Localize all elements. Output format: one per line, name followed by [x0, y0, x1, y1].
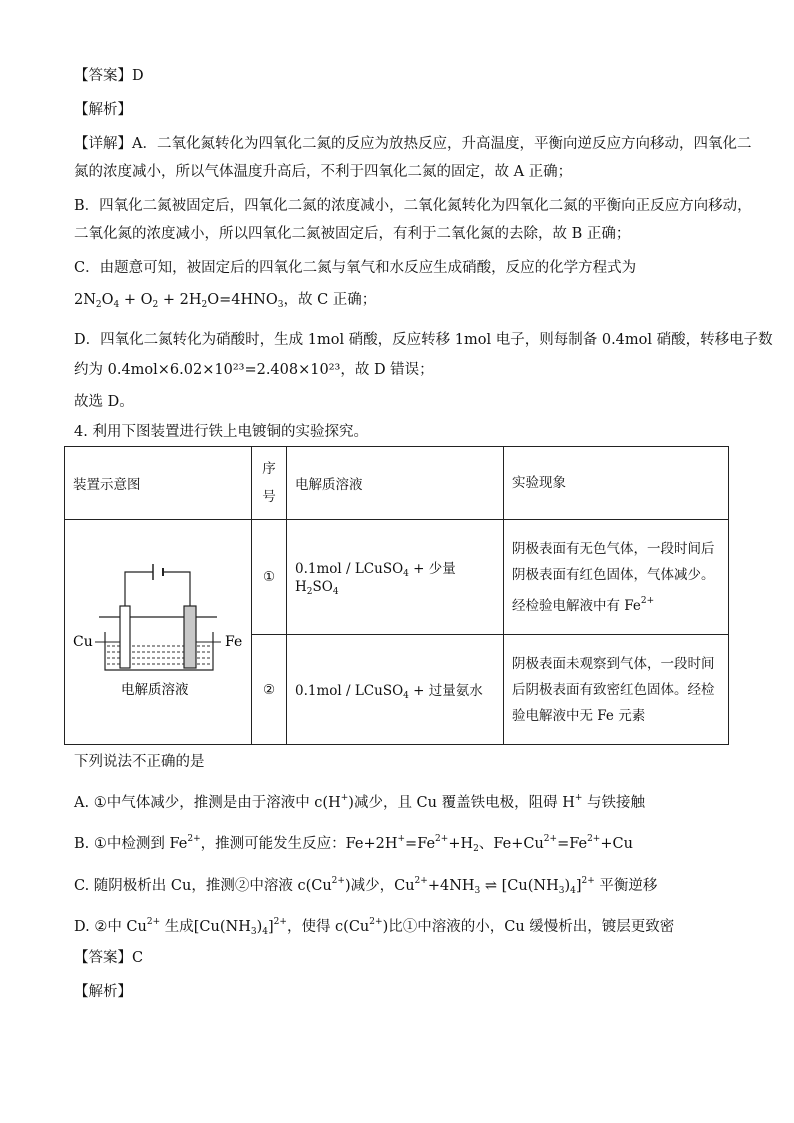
detail-c-line-1: C．由题意可知，被固定后的四氧化二氮与氧气和水反应生成硝酸，反应的化学方程式为: [74, 260, 637, 276]
apparatus-cell: [65, 520, 252, 745]
electroplating-diagram: [65, 520, 251, 740]
header-solution: 电解质溶液: [287, 447, 504, 520]
header-phenomenon: 实验现象: [504, 447, 729, 520]
experiment-table: [64, 446, 729, 745]
opt-c-3: +4NH: [427, 878, 475, 894]
question-prompt: 下列说法不正确的是: [74, 754, 205, 770]
opt-d-5: ，使得 c(Cu: [286, 919, 370, 935]
answer-tag-2: 【答案】: [74, 950, 132, 966]
opt-b-2: ，推测可能发生反应：Fe+2H: [200, 836, 398, 852]
header-apparatus: 装置示意图: [65, 447, 252, 520]
answer-line-1: [74, 66, 144, 86]
opt-c-4: ⇌ [Cu(NH: [480, 878, 559, 894]
opt-c-6: ]: [575, 878, 582, 894]
option-b: B. ①中检测到 $Fe^{2+}$，推测可能发生反应：$Fe+2H^+=Fe^{2+}+H_2$、$Fe+Cu^{2+}=Fe^{2+}+Cu$: [74, 834, 633, 854]
row-1-solution-a: 0.1mol / LCuSO: [295, 561, 404, 577]
row-2-obs-1: 阴极表面未观察到气体，一段时间: [512, 655, 715, 672]
opt-c-5: ): [564, 878, 571, 894]
opt-b-7: +Cu: [600, 836, 633, 852]
row-1-solution-b: + 少量H: [295, 561, 456, 595]
row-2-obs-3: 验电解液中无 Fe 元素: [512, 707, 646, 724]
detail-conclusion: 故选 D。: [74, 394, 134, 410]
opt-b-6: =Fe: [557, 836, 588, 852]
header-number-text: 序号: [262, 461, 276, 505]
option-a: A. ①中气体减少，推测是由于溶液中 c(H+)减少，且 Cu 覆盖铁电极，阻碍 H+ 与铁接触: [74, 793, 645, 811]
row-2-solution-a: 0.1mol / LCuSO: [295, 682, 404, 699]
answer-value: D: [132, 68, 144, 84]
header-number: [252, 447, 287, 520]
row-2-obs-2: 后阴极表面有致密红色固体。经检: [512, 681, 715, 698]
row-1-solution-c: SO: [312, 579, 333, 595]
detail-a-line-1: 【详解】A．二氧化氮转化为四氧化二氮的反应为放热反应，升高温度，平衡向逆反应方向移动，四氧化二: [74, 136, 752, 152]
detail-c-equation: [74, 290, 376, 315]
row-2-phenomenon: [504, 635, 729, 745]
fe-electrode: [184, 606, 196, 668]
row-2-solution: 0.1mol / LCuSO$_4$ + 过量氨水: [287, 635, 504, 745]
opt-a-3: 与铁接触: [582, 795, 645, 811]
row-1-number: ①: [252, 520, 287, 635]
opt-d-4: ]: [268, 919, 274, 935]
detail-a-line-2: 氮的浓度减小，所以气体温度升高后，不利于四氧化二氮的固定，故 A 正确；: [74, 164, 573, 180]
answer-line-2: [74, 948, 143, 968]
answer-tag: 【答案】: [74, 68, 132, 84]
analysis-tag-1: 【解析】: [74, 102, 132, 118]
table-row: [65, 520, 729, 635]
analysis-tag-2: 【解析】: [74, 984, 132, 1000]
fe-label: Fe: [225, 634, 243, 650]
row-2-solution-b: + 过量氨水: [408, 682, 483, 699]
opt-b-5: 、Fe+Cu: [478, 836, 544, 852]
opt-d-3: ): [256, 919, 263, 935]
detail-d-line-1: D．四氧化二氮转化为硝酸时，生成 1mol 硝酸，反应转移 1mol 电子，则每制备 0.4mol 硝酸，转移电子数: [74, 332, 773, 348]
opt-b-1: B. ①中检测到 Fe: [74, 836, 188, 852]
electrolyte-caption: 电解质溶液: [121, 682, 189, 698]
table-header-row: [65, 447, 729, 520]
opt-a-1: A. ①中气体减少，推测是由于溶液中 c(H: [74, 795, 341, 811]
row-1-obs-3: 经检验电解液中有 $Fe^{2+}$: [512, 595, 655, 614]
equation: $2N_2O_4 + O_2 + 2H_2O=4HNO_3$: [74, 292, 284, 310]
opt-d-2: 生成[Cu(NH: [160, 919, 251, 935]
opt-b-3: =Fe: [405, 836, 436, 852]
row-1-obs-1: 阴极表面有无色气体，一段时间后: [512, 540, 715, 557]
opt-d-6: )比①中溶液的小，Cu 缓慢析出，镀层更致密: [382, 919, 675, 935]
cu-label: Cu: [73, 634, 93, 650]
detail-b-line-1: B．四氧化二氮被固定后，四氧化二氮的浓度减小，二氧化氮转化为四氧化二氮的平衡向正反应方向移动，: [74, 198, 752, 214]
opt-c-7: 平衡逆移: [594, 878, 658, 894]
detail-c-suffix: ，故 C 正确；: [283, 292, 377, 308]
row-1-solution: 0.1mol / LCuSO$_4$ + 少量$H_2SO_4$: [287, 520, 504, 635]
row-1-obs-2: 阴极表面有红色固体，气体减少。: [512, 566, 715, 583]
opt-b-4: +H: [448, 836, 474, 852]
row-1-obs-3-text: 经检验电解液中有 Fe: [512, 597, 641, 614]
opt-a-2: )减少，且 Cu 覆盖铁电极，阻碍 H: [348, 795, 575, 811]
row-2-number: ②: [252, 635, 287, 745]
row-1-phenomenon: [504, 520, 729, 635]
option-c: C. 随阴极析出 Cu，推测②中溶液 $c(Cu^{2+})$减少，$Cu^{2+}+4NH_3$ ⇌ $[Cu(NH_3)_4]^{2+}$ 平衡逆移: [74, 876, 658, 896]
opt-c-2: )减少，Cu: [344, 878, 415, 894]
detail-d-line-2: 约为 0.4mol×6.02×10²³=2.408×10²³，故 D 错误；: [74, 362, 434, 378]
option-d: D. ②中 $Cu^{2+}$ 生成$[Cu(NH_3)_4]^{2+}$，使得 $c(Cu^{2+})$比①中溶液的小，Cu 缓慢析出，镀层更致密: [74, 917, 675, 937]
question-4-stem: 4. 利用下图装置进行铁上电镀铜的实验探究。: [74, 424, 368, 440]
opt-c-1: C. 随阴极析出 Cu，推测②中溶液 c(Cu: [74, 878, 332, 894]
detail-b-line-2: 二氧化氮的浓度减小，所以四氧化二氮被固定后，有利于二氧化氮的去除，故 B 正确；: [74, 226, 631, 242]
answer-value-2: C: [132, 950, 144, 966]
opt-d-1: D. ②中 Cu: [74, 919, 147, 935]
beaker: [99, 617, 217, 670]
cu-electrode: [120, 606, 130, 668]
